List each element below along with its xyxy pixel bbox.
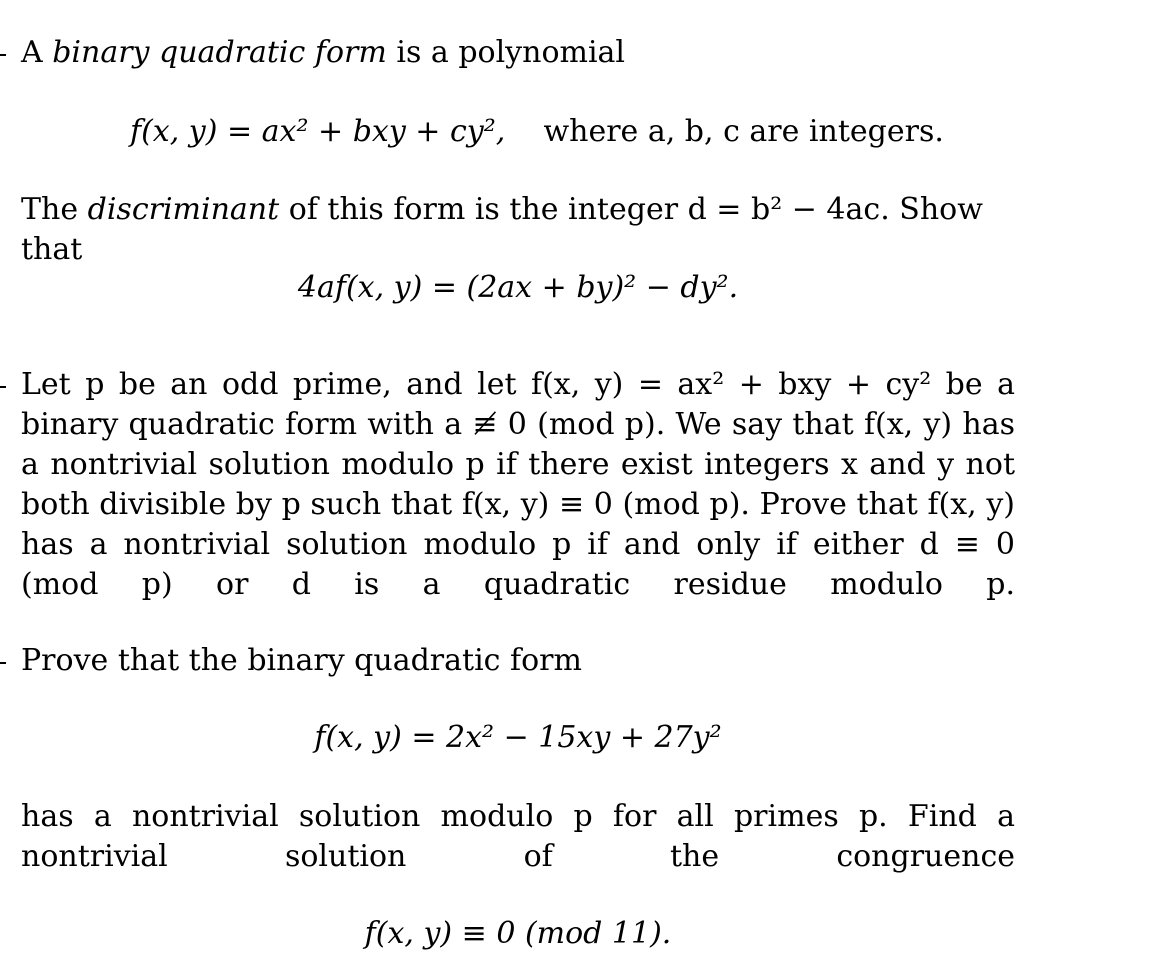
item-3-text: has a nontrivial solution modulo p for all primes p. Find a nontrivial solution of the congruence bbox=[21, 799, 1015, 874]
equation-form-definition: f(x, y) = ax² + bxy + cy², where a, b, c are integers. bbox=[130, 114, 944, 149]
equation-identity: 4af(x, y) = (2ax + by)² − dy². bbox=[297, 270, 739, 305]
item-marker-2 bbox=[0, 386, 6, 388]
term-discriminant: discriminant bbox=[87, 192, 280, 227]
item-3-intro: Prove that the binary quadratic form bbox=[21, 643, 582, 678]
equation-specific-form: f(x, y) = 2x² − 15xy + 27y² bbox=[314, 720, 722, 755]
item-marker-3 bbox=[0, 662, 6, 664]
item-1-intro: A binary quadratic form is a polynomial bbox=[21, 35, 626, 70]
item-marker-1 bbox=[0, 54, 6, 56]
item-2-text: Let p be an odd prime, and let f(x, y) = ax² + bxy + cy² be a binary quadratic form with a ≢ 0 (mod p). We say that f(x, y) has a nontrivial solution modulo p if there exist integers x and y not both divisible by p such that f(x, y) ≡ 0 (mod p). Prove that f(x, y) has a nontrivial solution modulo p if and only if either d ≡ 0 (mod p) or d is a quadratic residue modulo p. bbox=[21, 367, 1015, 602]
equation-congruence: f(x, y) ≡ 0 (mod 11). bbox=[364, 916, 672, 951]
item-1-discriminant-line: The discriminant of this form is the integer d = b² − 4ac. Show that bbox=[21, 192, 983, 267]
term-binary-quadratic-form: binary quadratic form bbox=[52, 35, 387, 70]
